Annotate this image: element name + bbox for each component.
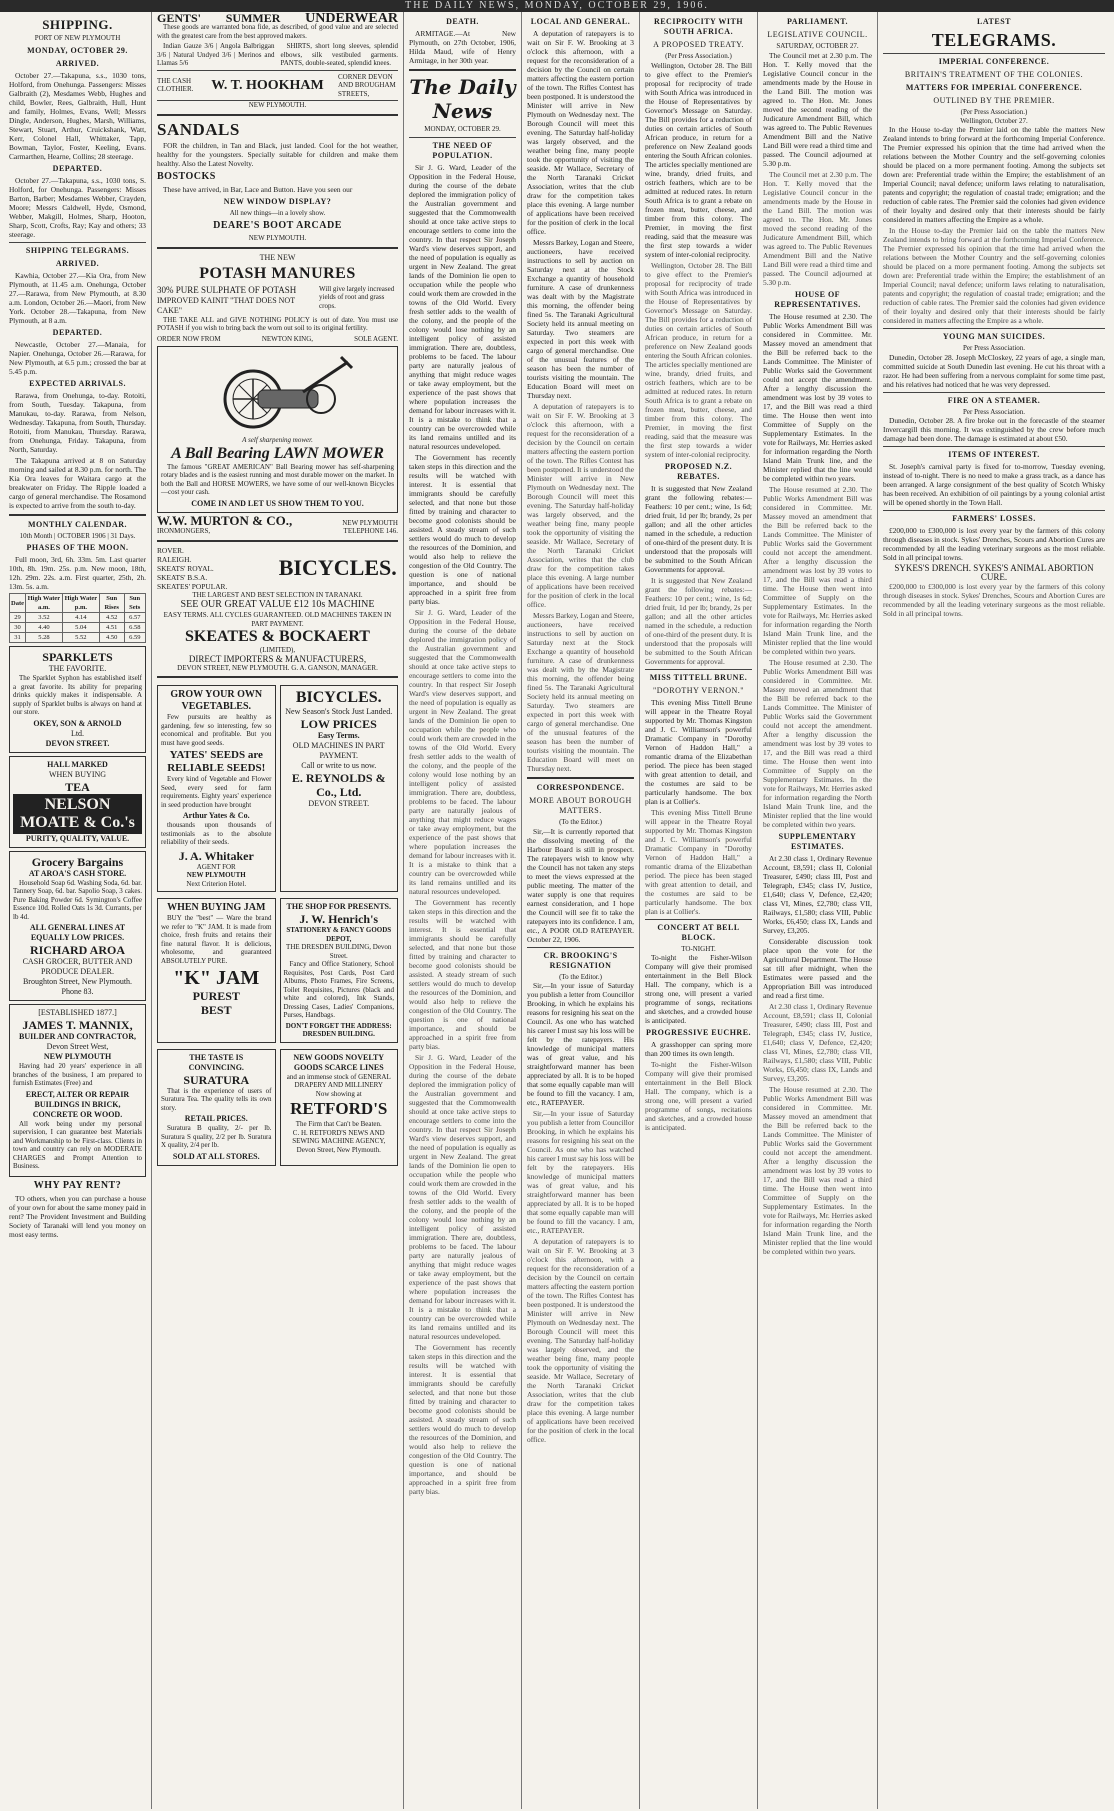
local-text2: Messrs Barkey, Logan and Steere, auctioneers, have received instructions to sell by auction on Saturday next at the Stock Exchange a quantity of household furniture. A case of drunkenness was dealt with by the Magistrate this morning, the offender being fined 5s. The Taranaki Agricultural Society held its annual meeting on Saturday. Two steamers are expected in port this week with cargo of general merchandise. One of the unusual features of the season has been the number of tourists visiting the mountain. The Education Board will meet on Thursday next. [527, 238, 634, 400]
death-notice: ARMITAGE.—At New Plymouth, on 27th October, 1906, Hilda Maud, wife of Henry Armitage, in her 30th year. [409, 29, 516, 65]
yates-firm: Arthur Yates & Co. [182, 811, 250, 820]
mannix-street: Devon Street West, [46, 1042, 109, 1051]
sparklets-sub: THE FAVORITE. [48, 664, 107, 673]
departed2-text: Newcastle, October 27.—Manaia, for Napier. Onehunga, October 26.—Rarawa, for New Plymouth, at 6.5 p.m.; crossed the bar at 5.45 p.m. [9, 339, 146, 376]
mannix-name: JAMES T. MANNIX, [22, 1018, 133, 1032]
whitaker-addr: Next Criterion Hotel. [186, 879, 247, 888]
farmers-heading: FARMERS' LOSSES. [952, 514, 1036, 523]
gents-label: GENTS' [157, 12, 202, 25]
henrich-addr: THE DRESDEN BUILDING, Devon Street. [286, 943, 392, 960]
outlined-sub: OUTLINED BY THE PREMIER. [933, 96, 1055, 105]
bicycles2-low: LOW PRICES [300, 717, 377, 731]
column-reciprocity [640, 12, 758, 1809]
arrived2-heading: ARRIVED. [55, 258, 100, 268]
tide-cell: 3.52 [26, 613, 63, 623]
tide-header: Sun Rises [99, 594, 124, 613]
local-heading: LOCAL AND GENERAL. [530, 17, 631, 26]
column-local [522, 12, 640, 1809]
tide-header: High Water p.m. [62, 594, 99, 613]
tide-cell: 4.51 [99, 623, 124, 633]
tide-cell: 4.50 [99, 633, 124, 643]
mower-cta: COME IN AND LET US SHOW THEM TO YOU. [191, 498, 364, 508]
resignation-text: Sir,—In your issue of Saturday you publish a letter from Councillor Brooking, in which he explains his reasons for resigning his seat on the Council. As one who has watched his career I must say his loss will be felt by the ratepayers. His knowledge of municipal matters was of great value, and his straightforward manner has been appreciated by all. It is to be hoped that some equally capable man will be found to fill the vacancy. I am, etc., RATEPAYER. [527, 981, 634, 1107]
henrich-ad [280, 898, 399, 1043]
supplementary-text: At 2.30 class 1, Ordinary Revenue Account, £8,591; class II, Colonial Treasurer, £490; class III, Post and Telegraph, £345; class IV, Justice, £1,640; class V, Defence, £2,420; class VI, Mines, £2,780; class VII, Railways, £1,580; class VIII, Public Works, £6,450; class IX, Lands and Survey, £3,205. [763, 1001, 872, 1083]
jam-text: BUY the "best" — Ware the brand we refer to "K" JAM. It is made from choice, fresh fruits and retains their fine natural flavor. It is delicious, wholesome, and guaranteed ABSOLUTELY PURE. [161, 914, 272, 965]
house-text: The House resumed at 2.30. The Public Works Amendment Bill was considered in Committee. Mr. Massey moved an amendment that the Bill be referred back to the Lands Committee. The Minister of Public Works said the Government could not accept the amendment. After a lengthy discussion the amendment was lost by 39 votes to 17, and the Bill was read a third time. The House then went into Committee of Supply on the Supplementary Estimates. In the vote for Railways, Mr. Herries asked for information regarding the North Island Main Trunk line, and the Minister replied that the line would be completed within two years. [763, 311, 872, 483]
progressive-text: A grasshopper can spring more than 200 times its own length. [645, 1040, 752, 1058]
mower-title: A Ball Bearing LAWN MOWER [171, 444, 384, 462]
tea-top: HALL MARKED [47, 759, 108, 769]
underwear-items: Indian Gauze 3/6 | Angola Balbriggan 3/6 | Natural Undyed 3/6 | Merinos and Llamas 5/6 [157, 42, 275, 67]
okey-name: OKEY, SON & ARNOLD [33, 718, 122, 728]
bike-brand: RALEIGH. [157, 554, 192, 564]
murton-town: NEW PLYMOUTH [342, 518, 398, 527]
bikes-terms: EASY TERMS. ALL CYCLES GUARANTEED. OLD MACHINES TAKEN IN PART PAYMENT. [163, 611, 392, 628]
parliament-text: The Council met at 2.30 p.m. The Hon. T. Kelly moved that the Legislative Council concur in the amendments made by the House in the Land Bill. The motion was agreed to. The Hon. Mr. Jones moved the second reading of the Judicature Amendment Bill, which was agreed to. The Public Revenues Amendment Bill and the Native Land Bill were read a third time and passed. The Council adjourned at 5.30 p.m. [763, 50, 872, 168]
potash-title: POTASH MANURES [199, 264, 356, 282]
retford-name: RETFORD'S [290, 1099, 388, 1118]
retail-text: Suratura B quality, 2/- per lb. Suratura S quality, 2/2 per lb. Suratura X quality, 2/4 per lb. [161, 1124, 272, 1149]
yates-ad [157, 685, 276, 892]
concert-text: To-night the Fisher-Wilson Company will give their promised entertainment in the Bell Block Hall. The company, which is a strong one, will present a varied programme of songs, recitations and sketches, and a crowded house is anticipated. [645, 1060, 752, 1132]
grow-title: GROW YOUR OWN VEGETABLES. [170, 689, 263, 712]
yates-title: YATES' SEEDS are RELIABLE SEEDS! [167, 749, 266, 774]
rebates-heading: PROPOSED N.Z. REBATES. [664, 461, 733, 481]
items-heading: ITEMS OF INTEREST. [948, 450, 1040, 459]
tide-cell: 6.57 [124, 613, 146, 623]
table-row [10, 633, 146, 643]
potash-side: Will give largely increased yields of root and grass crops. [319, 284, 395, 310]
tide-cell: 4.14 [62, 613, 99, 623]
reciprocity-sub: A PROPOSED TREATY. [653, 40, 744, 49]
expected-text: Rarawa, from Onehunga, to-day. Rotoiti, from South, Tuesday. Takapuna, from Manukau, to-day. Rarawa, from Nelson, Wednesday. Takapuna, from South, Thursday. Rotoiti, from Manukau, Thursday. Rarawa, from Onehunga, Friday. Takapuna, from North, Saturday. [9, 390, 146, 454]
retford-addr: C. H. RETFORD'S NEWS AND SEWING MACHINE AGENCY, Devon Street, New Plymouth. [292, 1128, 386, 1154]
skeates-ltd: (LIMITED), [259, 646, 296, 654]
sparklets-text: The Sparklet Syphon has established itself a great favorite. Its ability for preparing drinks quickly makes it indispensable. A supply of Sparklet bulbs is always on hand at our store. [13, 674, 142, 716]
tide-cell: 31 [10, 633, 26, 643]
sykes-line: SYKES'S DRENCH. SYKES'S ANIMAL ABORTION CURE. [894, 563, 1094, 582]
grocery-sub: AT AROA'S CASH STORE. [28, 868, 127, 878]
tittell-heading: MISS TITTELL BRUNE. [649, 672, 748, 682]
suicide-heading: YOUNG MAN SUICIDES. [942, 332, 1046, 341]
reynolds-name: E. REYNOLDS & Co., Ltd. [291, 771, 386, 799]
hookham-left: THE CASH CLOTHIER. [157, 76, 194, 94]
window-line: NEW WINDOW DISPLAY? [223, 196, 332, 206]
tide-cell: 5.04 [62, 623, 99, 633]
skeates-addr: DEVON STREET, NEW PLYMOUTH. G. A. GANSON, MANAGER. [177, 663, 378, 672]
parliament-heading: PARLIAMENT. [787, 17, 848, 26]
jam-title: WHEN BUYING JAM [167, 902, 266, 913]
monthly-heading: MONTHLY CALENDAR. [27, 519, 128, 529]
grocery-note: ALL GENERAL LINES AT EQUALLY LOW PRICES. [29, 923, 126, 942]
potash-order: ORDER NOW FROM [157, 334, 221, 343]
grocery-title: Grocery Bargains [31, 854, 124, 869]
departed-heading: DEPARTED. [52, 163, 103, 173]
rent-text: TO others, when you can purchase a house of your own for about the same money paid in rent? The Provident Investment and Building Society of Taranaki will lend you money on most easy terms. [9, 1193, 146, 1239]
deare-town: NEW PLYMOUTH. [248, 234, 307, 242]
phases-text: Full moon, 3rd, 6h. 33m. 5m. Last quarter 10th, 8h. 19m. 25s. p.m. New moon, 18th, 12h. 29m. 22s. a.m. First quarter, 25th, 2h. 13m. 5s. a.m. [9, 555, 146, 591]
imperial-heading: IMPERIAL CONFERENCE. [938, 57, 1050, 66]
parliament-text: The Council met at 2.30 p.m. The Hon. T. Kelly moved that the Legislative Council concur in the amendments made by the House in the Land Bill. The motion was agreed to. The Hon. Mr. Jones moved the second reading of the Judicature Amendment Bill, which was agreed to. The Public Revenues Amendment Bill and the Native Land Bill were read a third time and passed. The Council adjourned at 5.30 p.m. [763, 169, 872, 287]
editorial-text2: The Government has recently taken steps in this direction and the results will be watched with interest. It is essential that immigrants should be carefully selected, and that none but those fitted by training and character to become good colonists should be assisted. A steady stream of such settlers would do much to develop the resources of the Dominion, and would also help to relieve the congestion of the Old Country. The question is one of national importance, and should be approached in a spirit free from party bias. [409, 897, 516, 1051]
shipping-heading: SHIPPING. [42, 17, 113, 32]
bostocks-text: These have arrived, in Bar, Lace and Button. Have you seen our [163, 184, 353, 194]
rent-heading: WHY PAY RENT? [33, 1179, 122, 1191]
correspondence-heading: CORRESPONDENCE. [536, 783, 625, 792]
imperial-sub: BRITAIN'S TREATMENT OF THE COLONIES. [904, 70, 1084, 79]
imperial-dateline: Wellington, October 27. [960, 116, 1028, 125]
sandals-title: SANDALS [157, 119, 240, 139]
farmers-text: £200,000 to £300,000 is lost every year by the farmers of this colony through diseases in stock. Sykes' Drenches, Scours and Abortion Cures are recommended by all the leading veterinary surgeons as the most reliable. Sold in all principal towns. [883, 582, 1105, 618]
arrived2-text: Kawhia, October 27.—Kia Ora, from New Plymouth, at 11.45 a.m. Onehunga, October 27.—Rarawa, from New Plymouth, at 8.30 a.m. London, October 26.—Maori, from New York. October 28.—Takapuna, from New Plymouth, at 8 a.m. [9, 270, 146, 325]
tide-cell: 4.52 [99, 613, 124, 623]
correspondence-sub: MORE ABOUT BOROUGH MATTERS. [529, 796, 632, 815]
bicycles2-terms: Easy Terms. [317, 731, 360, 740]
surat-text: That is the experience of users of Suratura Tea. The quality tells its own story. [161, 1086, 272, 1112]
tide-cell: 6.59 [124, 633, 146, 643]
editorial-text2: The Government has recently taken steps in this direction and the results will be watched with interest. It is essential that immigrants should be carefully selected, and that none but those fitted by training and character to become good colonists should be assisted. A steady stream of such settlers would do much to develop the resources of the Dominion, and would also help to relieve the congestion of the Old Country. The question is one of national importance, and should be approached in a spirit free from party bias. [409, 1342, 516, 1496]
telegrams-heading: SHIPPING TELEGRAMS. [25, 245, 130, 255]
novelty-title: NEW GOODS NOVELTY GOODS SCARCE LINES [293, 1052, 385, 1072]
editorial-text: Sir J. G. Ward, Leader of the Opposition in the Federal House, during the course of the debate deplored the immigration policy of the Australian government and suggested that the Commonwealth should at once take active steps to encourage settlers to come into the country. In that respect Sir Joseph Ward's view deserves support, and the need of population is equally as urgent in New Zealand. The great lands of the Dominion lie open to occupation while the people who could work them are crowded in the towns of the Old World. Every fresh settler adds to the wealth of the colony, and the people of the colony would lose nothing by an intelligent policy of assisted immigration. There are, doubtless, problems to be faced. The labour party are naturally jealous of anything that might reduce wages or take away employment, but the experience of the past shows that where population increases the demand for labour increases with it. It is a mistake to think that a country can be overcrowded while its land remains untilled and its natural resources undeveloped. [409, 607, 516, 896]
bikes-value: SEE OUR GREAT VALUE £12 10s MACHINE [180, 599, 375, 610]
surat-title: THE TASTE IS CONVINCING. [188, 1052, 244, 1072]
grocery-ad [9, 851, 146, 1002]
reynolds-ad [280, 685, 399, 892]
imperial-text: In the House to-day the Premier laid on the table the matters New Zealand intends to bring forward at the forthcoming Imperial Conference. The Premier expressed his opinion that the time had arrived when the relations between the Mother Country and the self-governing colonies should be placed on a more permanent footing. Among the subjects set down are: Preferential trade within the Empire; the establishment of an Imperial Council; naval defence; uniform laws relating to naturalisation, patents and copyright; the regulation of coastal trade; emigration; and the reduction of cable rates. The Premier said the colonies had given evidence of their loyalty and desired only that their interests should be fairly considered in matters affecting the Empire as a whole. [883, 125, 1105, 224]
column-telegrams [878, 12, 1110, 1809]
bikes-largest: THE LARGEST AND BEST SELECTION IN TARANAKI. [192, 590, 363, 599]
tide-header: Date [10, 594, 26, 613]
retail-title: RETAIL PRICES. [184, 1114, 248, 1123]
jam-ad [157, 898, 276, 1043]
latest-label: LATEST [977, 17, 1011, 26]
murton-sub: IRONMONGERS, [157, 527, 211, 535]
yates-close: thousands upon thousands of testimonials as to the absolute reliability of their seeds. [161, 821, 272, 846]
retford-ad [280, 1049, 399, 1166]
jam-brand: "K" JAM [173, 967, 260, 989]
tea-mark: PURITY, QUALITY, VALUE. [25, 833, 130, 843]
concert-text: To-night the Fisher-Wilson Company will give their promised entertainment in the Bell Block Hall. The company, which is a strong one, will present a varied programme of songs, recitations and sketches, and a crowded house is anticipated. [645, 953, 752, 1025]
bicycles-title: BICYCLES. [278, 555, 397, 580]
table-row [10, 613, 146, 623]
hookham-name: W. T. HOOKHAM [211, 77, 324, 93]
jam-purest: PUREST [192, 989, 240, 1003]
parliament-date: SATURDAY, OCTOBER 27. [776, 42, 859, 50]
reciprocity-agency: (Per Press Association.) [665, 52, 732, 60]
potash-agent: NEWTON KING, [261, 334, 314, 343]
tide-cell: 5.52 [62, 633, 99, 643]
grow-text: Few pursuits are healthy as gardening, few so interesting, few so economical and profitable. But you must have good seeds. [161, 713, 272, 747]
concert-heading: CONCERT AT BELL BLOCK. [657, 922, 740, 942]
whitaker-role: AGENT FOR [196, 862, 236, 871]
house-text: The House resumed at 2.30. The Public Works Amendment Bill was considered in Committee. Mr. Massey moved an amendment that the Bill be referred back to the Lands Committee. The Minister of Public Works said the Government could not accept the amendment. After a lengthy discussion the amendment was lost by 39 votes to 17, and the Bill was read a third time. The House then went into Committee of Supply on the Supplementary Estimates. In the vote for Railways, Mr. Herries asked for information regarding the North Island Main Trunk line, and the Minister replied that the line would be completed within two years. [763, 657, 872, 829]
column-ads [152, 12, 404, 1809]
tide-cell: 4.40 [26, 623, 63, 633]
suratura-ad [157, 1049, 276, 1166]
skeates-name: SKEATES & BOCKAERT [185, 628, 370, 645]
local-text: A deputation of ratepayers is to wait on Sir F. W. Brooking at 3 o'clock this afternoon, with a request for the reconsideration of a decision by the Council on certain matters affecting the eastern portion of the town. The Rifles Contest has been postponed. It is understood the Minister will arrive in New Plymouth on Wednesday next. The Borough Council will meet this evening. The Saturday half-holiday was largely observed, and the weather being fine, many people took the opportunity of visiting the seaside. Mr Wallace, Secretary of the North Taranaki Cricket Association, writes that the club draw for the competition takes place this evening. A large number of applications have been received for the position of clerk in the local office. [527, 402, 634, 609]
bicycles2-call: Call or write to us now. [301, 761, 377, 770]
editorial-text: Sir J. G. Ward, Leader of the Opposition in the Federal House, during the course of the debate deplored the immigration policy of the Australian government and suggested that the Commonwealth should at once take active steps to encourage settlers to come into the country. In that respect Sir Joseph Ward's view deserves support, and the need of population is equally as urgent in New Zealand. The great lands of the Dominion lie open to occupation while the people who could work them are crowded in the towns of the Old World. Every fresh settler adds to the wealth of the colony, and the people of the colony would lose nothing by an intelligent policy of assisted immigration. There are, doubtless, problems to be faced. The labour party are naturally jealous of anything that might reduce wages or take away employment, but the experience of the past shows that where population increases the demand for labour increases with it. It is a mistake to think that a country can be overcrowded while its land remains untilled and its natural resources undeveloped. [409, 1052, 516, 1341]
matters-heading: MATTERS FOR IMPERIAL CONFERENCE. [905, 83, 1083, 92]
local-text: A deputation of ratepayers is to wait on Sir F. W. Brooking at 3 o'clock this afternoon, with a request for the reconsideration of a decision by the Council on certain matters affecting the eastern portion of the town. The Rifles Contest has been postponed. It is understood the Minister will arrive in New Plymouth on Wednesday next. The Borough Council will meet this evening. The Saturday half-holiday was largely observed, and the weather being fine, many people took the opportunity of visiting the seaside. Mr Wallace, Secretary of the North Taranaki Cricket Association, writes that the club draw for the competition takes place this evening. A large number of applications have been received for the position of clerk in the local office. [527, 1237, 634, 1444]
tide-header: Sun Sets [124, 594, 146, 613]
parliament-sub: LEGISLATIVE COUNCIL. [767, 30, 868, 39]
tide-cell: 6.58 [124, 623, 146, 633]
death-heading: DEATH. [446, 17, 479, 26]
sandals-text: FOR the children, in Tan and Black, just landed. Cool for the hot weather, healthy for the youngsters. Specially suitable for children and make them healthy. Also the Latest Novelty. [157, 140, 398, 168]
underwear-label: UNDERWEAR [305, 12, 398, 26]
correspondence-text: Sir,—It is currently reported that the dissolving meeting of the Harbour Board is still in prospect. The ratepayers wish to know why the Council has not taken any steps to meet the views expressed at the public meeting. The matter of the water supply is one that requires earnest consideration, and I hope the Council will see fit to take the ratepayers into its confidence. I am, etc., A POOR OLD RATEPAYER. October 22, 1906. [527, 826, 634, 944]
novelty-text: and an immense stock of GENERAL DRAPERY AND MILLINERY [286, 1072, 391, 1089]
hookham-town: NEW PLYMOUTH. [248, 101, 307, 109]
potash-agent-role: SOLE AGENT. [354, 334, 398, 343]
masthead-date: MONDAY, OCTOBER 29. [424, 125, 501, 133]
rebates-text: It is suggested that New Zealand grant the following rebates:—Feathers: 10 per cent.; wine, 1s 6d; dried fruit, 1d per lb; brandy, 2s per gallon; and all the other articles named in the schedule, a reduction of one-third of the present duty. It is understood that the proposals will be submitted to the South African Governments for approval. [645, 575, 752, 666]
farmers-text: £200,000 to £300,000 is lost every year by the farmers of this colony through diseases in stock. Sykes' Drenches, Scours and Abortion Cures are recommended by all the leading veterinary surgeons as the most reliable. Sold in all principal towns. [883, 526, 1105, 562]
resignation-to: (To the Editor.) [559, 972, 602, 981]
sparklets-ad [9, 646, 146, 753]
date-line: MONDAY, OCTOBER 29. [27, 45, 128, 55]
summer-label: SUMMER [225, 12, 281, 25]
henrich-text: Fancy and Office Stationery, School Requisites, Post Cards, Post Card Albums, Photo Frames, Fire Screens, Toilet Requisites, Pictures (black and white and colored), Ink Stands, Dressing Cases, Ladies' Companions, Purses, Handbags. [283, 960, 394, 1019]
masthead-title: The Daily News [409, 75, 516, 123]
henrich-sub: STATIONERY & FANCY GOODS DEPOT, [286, 926, 392, 943]
skeates-role: DIRECT IMPORTERS & MANUFACTURERS, [188, 653, 367, 664]
bostocks-title: BOSTOCKS [157, 170, 216, 182]
editorial-text2: The Government has recently taken steps in this direction and the results will be watched with interest. It is essential that immigrants should be carefully selected, and that none but those fitted by training and character to become good colonists should be assisted. A steady stream of such settlers would do much to develop the resources of the Dominion, and would also help to relieve the congestion of the Old Country. The question is one of national importance, and should be approached in a spirit free from party bias. [409, 452, 516, 606]
tittell-text: This evening Miss Tittell Brune will appear in the Theatre Royal supported by Mr. Thomas Kingston and J. C. Williamson's powerful Dramatic Company in "Dorothy Vernon of Haddon Hall," a romantic drama of the Elizabethan period. The piece has been staged with great attention to detail, and the costumes are said to be particularly handsome. The box plan is at Collier's. [645, 807, 752, 916]
aroa-name: RICHARD AROA [29, 943, 125, 957]
jam-best: BEST [200, 1003, 232, 1017]
tide-header: High Water a.m. [26, 594, 63, 613]
shop-title: THE SHOP FOR PRESENTS. [286, 902, 391, 911]
mannix-erect: ERECT, ALTER OR REPAIR BUILDINGS IN BRICK, CONCRETE OR WOOD. [25, 1089, 130, 1119]
resignation-heading: CR. BROOKING'S RESIGNATION [543, 950, 618, 970]
aroa-sub: CASH GROCER, BUTTER AND PRODUCE DEALER. [22, 957, 133, 976]
house-heading: HOUSE OF REPRESENTATIVES. [774, 289, 861, 309]
rebates-text: It is suggested that New Zealand grant the following rebates:—Feathers: 10 per cent.; wine, 1s 6d; dried fruit, 1d per lb; brandy, 2s per gallon; and all the other articles named in the schedule, a reduction of one-third of the present duty. It is understood that the proposals will be submitted to the South African Governments for approval. [645, 483, 752, 574]
departed-text: October 27.—Takapuna, s.s., 1030 tons, S. Holford, for Onehunga. Passengers: Misses Barton, Barber; Mesdames Webber, Crayden, Moore; Messrs Caldwell, Hyde, Osmond, Webber, Makgill, Holmes, Sharp, Hooton, Sharp, Scott, Crofts, Ray; Kay and others; 33 steerage. [9, 175, 146, 239]
henrich-close: DON'T FORGET THE ADDRESS: DRESDEN BUILDING. [285, 1021, 392, 1038]
bike-brand: SKEATS' B.S.A. [157, 572, 208, 582]
bicycles2-title: BICYCLES. [295, 689, 382, 706]
arrived-heading: ARRIVED. [55, 58, 100, 68]
reciprocity-text: Wellington, October 28. The Bill to give effect to the Premier's proposal for reciprocity of trade with South Africa was introduced in the House of Representatives by Governor's Message on Saturday. The Bill provides for a reduction of duties on certain articles of South African produce, in return for a preference on New Zealand goods entering the South African colonies. The articles specially mentioned are wine, brandy, dried fruits, and ostrich feathers, which are to be admitted at reduced rates. In return South Africa is to grant a rebate on frozen meat, butter, cheese, and timber from this colony. The Premier, in moving the first reading, said that the measure was the first step towards a wider system of inter-colonial reciprocity. [645, 60, 752, 259]
potash-the-new: THE NEW [259, 252, 296, 262]
correspondence-to: (To the Editor.) [559, 818, 602, 826]
mower-ad [157, 346, 398, 513]
resignation-text: Sir,—In your issue of Saturday you publish a letter from Councillor Brooking, in which he explains his reasons for resigning his seat on the Council. As one who has watched his career I must say his loss will be felt by the ratepayers. His knowledge of municipal matters was of great value, and his straightforward manner has been appreciated by all. It is to be hoped that some equally capable man will be found to fill the vacancy. I am, etc., RATEPAYER. [527, 1109, 634, 1235]
local-text: A deputation of ratepayers is to wait on Sir F. W. Brooking at 3 o'clock this afternoon, with a request for the reconsideration of a decision by the Council on certain matters affecting the eastern portion of the town. The Rifles Contest has been postponed. It is understood the Minister will arrive in New Plymouth on Wednesday next. The Borough Council will meet this evening. The Saturday half-holiday was largely observed, and the weather being fine, many people took the opportunity of visiting the seaside. Mr Wallace, Secretary of the North Taranaki Cricket Association, writes that the club draw for the competition takes place this evening. A large number of applications have been received for the position of clerk in the local office. [527, 29, 634, 236]
murton-name: W.W. MURTON & CO., [157, 512, 293, 528]
editorial-text: Sir J. G. Ward, Leader of the Opposition in the Federal House, during the course of the debate deplored the immigration policy of the Australian government and suggested that the Commonwealth should at once take active steps to encourage settlers to come into the country. In that respect Sir Joseph Ward's view deserves support, and the need of population is equally as urgent in New Zealand. The great lands of the Dominion lie open to occupation while the people who could work them are crowded in the towns of the Old World. Every fresh settler adds to the wealth of the colony, and the people of the colony would lose nothing by an intelligent policy of assisted immigration. There are, doubtless, problems to be faced. The labour party are naturally jealous of anything that might reduce wages or take away employment, but the experience of the past shows that where population increases the demand for labour increases with it. It is a mistake to think that a country can be overcrowded while its land remains untilled and its natural resources undeveloped. [409, 162, 516, 451]
retford-now: Now showing at [315, 1089, 362, 1098]
tea-word: TEA [65, 779, 90, 794]
supplementary-heading: SUPPLEMENTARY ESTIMATES. [778, 831, 857, 851]
tide-cell: 30 [10, 623, 26, 633]
shipping-notes: The Takapuna arrived at 8 on Saturday morning and sailed at 8.30 p.m. for north. The Kia Ora leaves for Waitara cargo at the breakwater on Friday. The Ripple loaded a cargo of general merchandise. The Rosamond is expected to arrive from the south to-day. [9, 455, 146, 510]
port-line: PORT OF NEW PLYMOUTH [34, 34, 121, 42]
mannix-text: Having had 20 years' experience in all branches of the business, I am prepared to furnish Estimates (Free) and [13, 1062, 142, 1087]
mower-caption: A self sharpening mower. [242, 436, 313, 444]
concert-sub: TO-NIGHT. [681, 944, 716, 953]
yates-text: Every kind of Vegetable and Flower Seed, every seed for farm requirements. Eighty years' experience in seed production have brought [161, 775, 272, 809]
departed2-heading: DEPARTED. [52, 327, 103, 337]
phases-heading: PHASES OF THE MOON. [26, 543, 129, 552]
mannix-ad [9, 1004, 146, 1177]
items-text: St. Joseph's carnival party is fixed for to-morrow, Tuesday evening, instead of to-night. There is no need to make a grass track, as a dance has been arranged. A large consignment of the best quality of Scotch Whisky has been received. An exhibition of oil paintings by a young colonial artist will be opened shortly in the Town Hall. [883, 462, 1105, 507]
bicycles2-old: OLD MACHINES IN PART PAYMENT. [292, 741, 385, 760]
top-strip: THE DAILY NEWS, MONDAY, OCTOBER 29, 1906. [0, 0, 1114, 12]
window-text: All new things—in a lovely show. [229, 208, 326, 217]
sparklets-title: SPARKLETS [42, 650, 113, 664]
suicide-text: Dunedin, October 28. Joseph McCloskey, 22 years of age, a single man, committed suicide at South Dunedin last evening. He cut his throat with a razor. He had been suffering from a nervous complaint for some time past, and his relatives had noticed that he was very depressed. [883, 352, 1105, 389]
editorial-heading: THE NEED OF POPULATION. [432, 140, 493, 160]
local-text2: Messrs Barkey, Logan and Steere, auctioneers, have received instructions to sell by auction on Saturday next at the Stock Exchange a quantity of household furniture. A case of drunkenness was dealt with by the Magistrate this morning, the offender being fined 5s. The Taranaki Agricultural Society held its annual meeting on Saturday. Two steamers are expected in port this week with cargo of general merchandise. One of the unusual features of the season has been the number of tourists visiting the mountain. The Education Board will meet on Thursday next. [527, 611, 634, 773]
whitaker-town: NEW PLYMOUTH [186, 871, 246, 879]
table-row [10, 623, 146, 633]
potash-line2: IMPROVED KAINIT "THAT DOES NOT CAKE" [157, 295, 295, 315]
surat-brand: SURATURA [183, 1072, 250, 1087]
column-parliament [758, 12, 878, 1809]
tea-when: WHEN BUYING [48, 769, 107, 779]
henrich-name: J. W. Henrich's [299, 912, 379, 926]
house-text: The House resumed at 2.30. The Public Works Amendment Bill was considered in Committee. Mr. Massey moved an amendment that the Bill be referred back to the Lands Committee. The Minister of Public Works said the Government could not accept the amendment. After a lengthy discussion the amendment was lost by 39 votes to 17, and the Bill was read a third time. The House then went into Committee of Supply on the Supplementary Estimates. In the vote for Railways, Mr. Herries asked for information regarding the North Island Main Trunk line, and the Minister replied that the line would be completed within two years. [763, 484, 872, 656]
okey-sub: Ltd. [70, 728, 85, 738]
deare-name: DEARE'S BOOT ARCADE [213, 220, 342, 231]
lawn-mower-illustration [203, 354, 353, 432]
hookham-right: CORNER DEVON AND BROUGHAM STREETS, [337, 72, 396, 98]
imperial-text: In the House to-day the Premier laid on the table the matters New Zealand intends to bring forward at the forthcoming Imperial Conference. The Premier expressed his opinion that the time had arrived when the relations between the Mother Country and the self-governing colonies should be placed on a more permanent footing. Among the subjects set down are: Preferential trade within the Empire; the establishment of an Imperial Council; naval defence; uniform laws relating to naturalisation, patents and copyright; the regulation of coastal trade; emigration; and the reduction of cable rates. The Premier said the colonies had given evidence of their loyalty and desired only that their interests should be fairly considered in matters affecting the Empire as a whole. [883, 226, 1105, 325]
potash-text: THE TAKE ALL and GIVE NOTHING POLICY is out of date. You must use POTASH if you wish to bring back the worn out soil to its original fertility. [157, 315, 398, 332]
bike-brand: SKEATES' POPULAR. [157, 581, 228, 591]
tittell-sub: "DOROTHY VERNON." [652, 685, 745, 695]
reynolds-street: DEVON STREET. [308, 799, 370, 808]
fire-text: Dunedin, October 28. A fire broke out in the forecastle of the steamer Invercargill this morning. It was extinguished by the crew before much damage had been done. The damage is estimated at about £50. [883, 416, 1105, 443]
tide-cell: 5.28 [26, 633, 63, 643]
house-text: The House resumed at 2.30. The Public Works Amendment Bill was considered in Committee. Mr. Massey moved an amendment that the Bill be referred back to the Lands Committee. The Minister of Public Works said the Government could not accept the amendment. After a lengthy discussion the amendment was lost by 39 votes to 17, and the Bill was read a third time. The House then went into Committee of Supply on the Supplementary Estimates. In the vote for Railways, Mr. Herries asked for information regarding the North Island Main Trunk line, and the Minister replied that the line would be completed within two years. [763, 1084, 872, 1256]
mannix-town: NEW PLYMOUTH [43, 1052, 112, 1061]
bicycles2-text: New Season's Stock Just Landed. [285, 707, 393, 716]
telegrams-heading: TELEGRAMS. [931, 30, 1057, 50]
aroa-addr: Broughton Street, New Plymouth. Phone 83. [22, 977, 133, 996]
fire-agency: Per Press Association. [962, 407, 1026, 416]
established-line: [ESTABLISHED 1877.] [38, 1008, 117, 1017]
retford-sub: The Firm that Can't be Beaten. [295, 1120, 382, 1128]
reciprocity-heading: RECIPROCITY WITH SOUTH AFRICA. [653, 17, 744, 36]
column-editorial [404, 12, 522, 1809]
underwear-text: These goods are warranted bona fide, as described, of good value and are selected with the greatest care from the best approved makers. [157, 23, 398, 40]
okey-street: DEVON STREET. [45, 738, 110, 748]
progressive-heading: PROGRESSIVE EUCHRE. [645, 1028, 752, 1037]
mower-text: The famous "GREAT AMERICAN" Ball Bearing mower has self-sharpening rotary blades and is the easiest running and most durable mower on the market. In both the Ball and HORSE MOWERS, we have some of our well-known Bicycles—cost your cash. [161, 462, 394, 496]
reciprocity-text: Wellington, October 28. The Bill to give effect to the Premier's proposal for reciprocity of trade with South Africa was introduced in the House of Representatives by Governor's Message on Saturday. The Bill provides for a reduction of duties on certain articles of South African produce, in return for a preference on New Zealand goods entering the South African colonies. The articles specially mentioned are wine, brandy, dried fruits, and ostrich feathers, which are to be admitted at reduced rates. In return South Africa is to grant a rebate on frozen meat, butter, cheese, and timber from this colony. The Premier, in moving the first reading, said that the measure was the first step towards a wider system of inter-colonial reciprocity. [645, 260, 752, 459]
suicide-agency: Per Press Association. [962, 344, 1026, 352]
mannix-close: All work being under my personal supervision, I can guarantee best Materials and Workmanship to be First-class. Clients in town and country can rely on MODERATE CHARGES and Prompt Attention to Business. [13, 1119, 142, 1170]
fire-heading: FIRE ON A STEAMER. [947, 395, 1041, 405]
bike-brand: SKEATS' ROYAL. [157, 563, 214, 573]
monthly-subhead: 10th Month | OCTOBER 1906 | 31 Days. [19, 531, 136, 540]
imperial-agency: (Per Press Association.) [960, 108, 1028, 116]
shirts-text: SHIRTS, short long sleeves, splendid elbows, silk vestibuled garments. PANTS, double-seated, splendid knees. [280, 42, 398, 67]
grocery-text: Household Soap 6d. Washing Soda, 6d. bar. Tannery Soap, 6d. bar. Sapolio Soap, 3 cakes. Pure Baking Powder 6d. Symington's Coffee Essence 10d. Rolled Oats 1s 3d. Currants, per lb 4d. [13, 878, 142, 921]
mannix-sub: BUILDER AND CONTRACTOR, [19, 1032, 136, 1041]
expected-heading: EXPECTED ARRIVALS. [29, 378, 126, 388]
tide-cell: 29 [10, 613, 26, 623]
supplementary-text: At 2.30 class 1, Ordinary Revenue Account, £8,591; class II, Colonial Treasurer, £490; class III, Post and Telegraph, £345; class IV, Justice, £1,640; class V, Defence, £2,420; class VI, Mines, £2,780; class VII, Railways, £1,580; class VIII, Public Works, £6,450; class IX, Lands and Survey, £3,205. [763, 853, 872, 935]
arrived-text: October 27.—Takapuna, s.s., 1030 tons, Holford, from Onehunga. Passengers: Misses Galbraith (2), Mesdames Webb, Hughes and child, Bowler, Rees, Galbraith, Hull, Hunt and family, Holmes, Evans, Well; Messrs Dingle, Anderson, Hughes, Marsh, Williams, Stewart, Stuart, Arthur, Cruickshank, Watt, Kerr, Colonel Hall, Whittaker, Tapp, Bowman, Taylor, Foster, Keeling, Evans. Carmarthen, Hearne, Collins; 28 steerage. [9, 70, 146, 161]
potash-line1: 30% PURE SULPHATE OF POTASH [157, 284, 297, 295]
retail-close: SOLD AT ALL STORES. [172, 1151, 260, 1161]
tea-brand: NELSON MOATE & Co.'s [13, 794, 142, 834]
newspaper-page [4, 12, 1110, 1809]
bike-brand: ROVER. [157, 545, 184, 555]
tittell-text: This evening Miss Tittell Brune will appear in the Theatre Royal supported by Mr. Thomas Kingston and J. C. Williamson's powerful Dramatic Company in "Dorothy Vernon of Haddon Hall," a romantic drama of the Elizabethan period. The piece has been staged with great attention to detail, and the costumes are said to be particularly handsome. The box plan is at Collier's. [645, 697, 752, 806]
whitaker-name: J. A. Whitaker [178, 848, 254, 863]
supplementary-text2: Considerable discussion took place upon the vote for the Agricultural Department. The House sat till after midnight, when the Estimates were passed and the Appropriation Bill was introduced and read a first time. [763, 936, 872, 1000]
tide-table [9, 593, 146, 643]
column-shipping [4, 12, 152, 1809]
tea-ad [9, 756, 146, 848]
murton-phone: TELEPHONE 146. [343, 527, 398, 535]
